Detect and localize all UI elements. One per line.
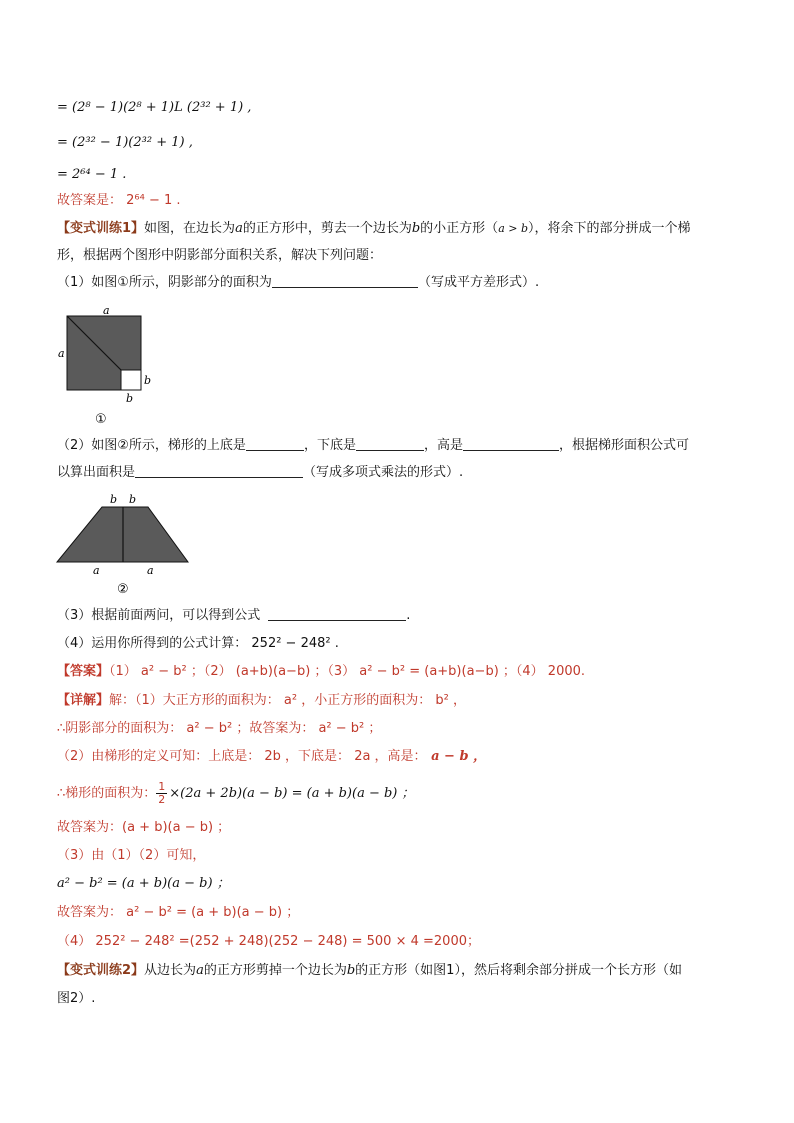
fig2-label-a1: a bbox=[93, 564, 100, 577]
q2-text-d: ，根据梯形面积公式可 bbox=[558, 438, 689, 453]
detail-line-4 bbox=[57, 779, 415, 809]
q2-text-a: （2）如图②所示，梯形的上底是 bbox=[57, 438, 246, 453]
exercise2-line2: 图2）. bbox=[57, 991, 96, 1006]
fig2-label-b1: b bbox=[110, 493, 118, 506]
figure-1-square bbox=[55, 305, 165, 430]
fig2-label-a2: a bbox=[147, 564, 154, 577]
q3-text: （3）根据前面两问，可以得到公式 bbox=[57, 608, 261, 623]
detail-line-5: 故答案为：(a + b)(a − b) ； bbox=[57, 820, 231, 835]
detail-line-3 bbox=[57, 747, 486, 767]
q3-suffix: . bbox=[406, 608, 411, 623]
exercise1-tag: 【变式训练1】 bbox=[57, 221, 145, 236]
q3-blank bbox=[268, 606, 406, 621]
question-1 bbox=[57, 273, 539, 293]
intro-text-a: 如图，在边长为 bbox=[144, 221, 236, 236]
detail-line-2: ∴阴影部分的面积为： a² − b² ；故答案为： a² − b² ； bbox=[57, 721, 382, 736]
ex2-var-b: b bbox=[346, 963, 356, 978]
fig1-label-bottom-b: b bbox=[126, 392, 134, 405]
detail-line-7: a² − b² = (a + b)(a − b) ； bbox=[57, 876, 230, 891]
question-2-line1 bbox=[57, 436, 689, 456]
ex2-text-b: 的正方形剪掉一个边长为 bbox=[203, 963, 347, 978]
detail-line-1 bbox=[57, 691, 466, 711]
figure-2-trapezoid bbox=[52, 490, 197, 600]
fraction-numerator: 1 bbox=[158, 780, 166, 793]
q1-text: （1）如图①所示，阴影部分的面积为 bbox=[57, 275, 272, 290]
fig1-label-left: a bbox=[58, 347, 65, 360]
exercise2-tag: 【变式训练2】 bbox=[57, 963, 145, 978]
exercise2-line1 bbox=[57, 961, 682, 981]
detail-line-6: （3）由（1）（2）可知， bbox=[57, 848, 206, 863]
q2-blank-top bbox=[246, 436, 304, 451]
ex2-var-a: a bbox=[196, 963, 204, 978]
q2-blank-bottom bbox=[356, 436, 424, 451]
condition: a > b bbox=[498, 222, 528, 235]
detail-text-4a: ∴梯形的面积为： bbox=[57, 786, 157, 801]
answer-line-top: 故答案是： 2⁶⁴ − 1 . bbox=[57, 193, 181, 208]
exercise1-intro-line1 bbox=[57, 219, 691, 239]
intro-text-d: ），将余下的部分拼成一个梯 bbox=[528, 221, 691, 236]
eq-line-2: = (2³² − 1)(2³² + 1) , bbox=[57, 135, 193, 150]
fig1-label-right-b: b bbox=[144, 374, 152, 387]
eq-line-1: = (2⁸ − 1)(2⁸ + 1)L (2³² + 1) , bbox=[57, 100, 252, 115]
ex2-text-c: 的正方形（如图1），然后将剩余部分拼成一个长方形（如 bbox=[355, 963, 682, 978]
eq-line-3: = 2⁶⁴ − 1 . bbox=[57, 167, 127, 182]
detail-line-9: （4） 252² − 248² =(252 + 248)(252 − 248) = 500 × 4 =2000； bbox=[57, 934, 480, 949]
detail-text-4b: ×(2a + 2b)(a − b) = (a + b)(a − b) ； bbox=[169, 786, 415, 801]
detail-text-1: 解：（1）大正方形的面积为： a² ，小正方形的面积为： b² ， bbox=[109, 693, 466, 708]
detail-text-3a: （2）由梯形的定义可知：上底是： 2b ，下底是： 2a ，高是： bbox=[57, 749, 427, 764]
q2-blank-area bbox=[135, 463, 303, 478]
answer-text: （1） a² − b² ；（2） (a+b)(a−b) ；（3） a² − b² = (a+b)(a−b) ；（4） 2000. bbox=[109, 664, 586, 679]
answer-tag: 【答案】 bbox=[57, 664, 110, 679]
question-3 bbox=[57, 606, 410, 626]
exercise1-intro-line2: 形，根据两个图形中阴影部分面积关系，解决下列问题： bbox=[57, 248, 383, 263]
detail-line-8: 故答案为： a² − b² = (a + b)(a − b) ； bbox=[57, 905, 300, 920]
fraction-denominator: 2 bbox=[158, 793, 166, 806]
detail-text-3b: a − b ， bbox=[426, 749, 487, 764]
intro-text-c: 的小正方形（ bbox=[420, 221, 499, 236]
q2-text-b: ，下底是 bbox=[303, 438, 356, 453]
fig2-caption: ② bbox=[117, 582, 129, 597]
small-square bbox=[121, 370, 141, 390]
fig1-label-top: a bbox=[103, 305, 110, 317]
question-4: （4）运用你所得到的公式计算： 252² − 248² . bbox=[57, 636, 339, 651]
q2-text-c: ，高是 bbox=[423, 438, 463, 453]
question-2-line2 bbox=[57, 463, 463, 483]
q2-text-f: （写成多项式乘法的形式）. bbox=[303, 465, 464, 480]
detail-tag: 【详解】 bbox=[57, 693, 110, 708]
q2-blank-height bbox=[463, 436, 559, 451]
answer-line bbox=[57, 662, 585, 682]
q2-text-e: 以算出面积是 bbox=[57, 465, 136, 480]
intro-text-b: 的正方形中，剪去一个边长为 bbox=[242, 221, 412, 236]
q1-suffix: （写成平方差形式）. bbox=[417, 275, 540, 290]
fig2-label-b2: b bbox=[129, 493, 137, 506]
ex2-text-a: 从边长为 bbox=[144, 963, 197, 978]
var-b: b bbox=[411, 221, 421, 236]
fraction-half bbox=[156, 781, 167, 806]
var-a: a bbox=[235, 221, 243, 236]
q1-blank bbox=[272, 273, 418, 288]
fig1-caption: ① bbox=[95, 412, 107, 427]
